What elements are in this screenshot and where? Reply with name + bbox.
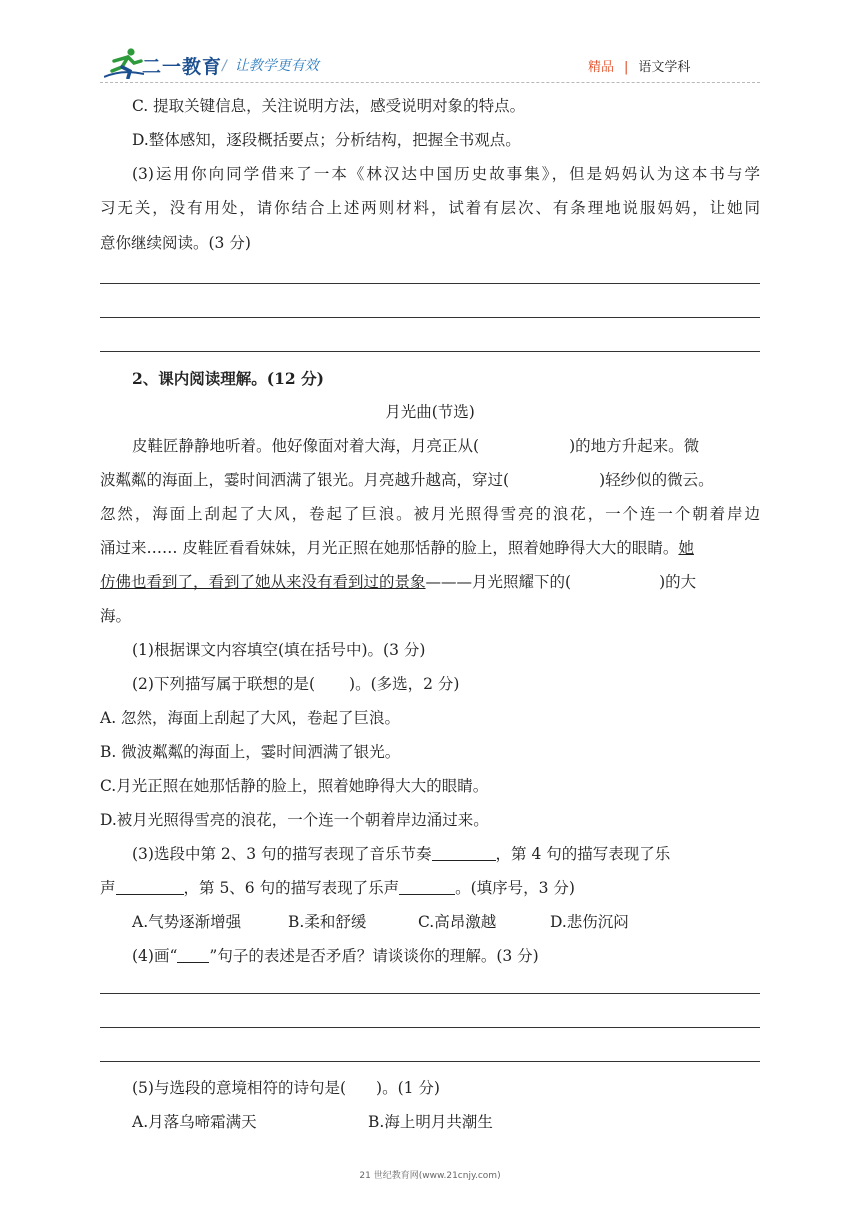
passage-text: 涌过来…… 皮鞋匠看看妹妹，月光正照在她那恬静的脸上，照着她睁得大大的眼睛。 — [100, 539, 679, 557]
page-header — [0, 0, 860, 86]
question-text: (4)画“ — [132, 947, 178, 965]
passage-line — [132, 436, 760, 456]
underlined-sentence: 她 — [678, 539, 694, 557]
question-text: )。(1 分) — [376, 1079, 440, 1097]
q2-sub3-cont — [100, 878, 760, 898]
passage-line — [100, 538, 760, 558]
passage-title: 月光曲(节选) — [385, 403, 475, 421]
q1-option-c: C. 提取关键信息，关注说明方法，感受说明对象的特点。 — [132, 97, 526, 115]
option-a: A.气势逐渐增强 — [132, 913, 242, 931]
q2-sub3 — [132, 844, 760, 864]
question-text: )。(多选，2 分) — [349, 675, 460, 693]
slogan: / 让教学更有效 — [222, 58, 319, 74]
option-a: A.月落乌啼霜满天 — [132, 1113, 257, 1131]
q1-sub3-line3: 意你继续阅读。(3 分) — [100, 234, 251, 252]
option-c: C.高昂激越 — [418, 913, 497, 931]
question-text: (5)与选段的意境相符的诗句是( — [132, 1079, 347, 1097]
passage-line: 海。 — [100, 607, 132, 625]
subject-label: 语文学科 — [638, 60, 691, 75]
underline-sample — [177, 946, 209, 963]
answer-line[interactable] — [100, 351, 760, 352]
question-text: ”句子的表述是否矛盾？请谈谈你的理解。(3 分) — [209, 947, 539, 965]
question-text: 声 — [100, 879, 116, 897]
brand-label — [588, 56, 690, 75]
q2-sub2-option-a: A. 忽然，海面上刮起了大风，卷起了巨浪。 — [100, 709, 401, 727]
passage-line — [100, 572, 760, 592]
option-d: D.悲伤沉闷 — [550, 913, 629, 931]
answer-line[interactable] — [100, 993, 760, 994]
underlined-sentence: 仿佛也看到了，看到了她从来没有看到过的景象 — [100, 573, 426, 591]
answer-blank[interactable] — [116, 878, 184, 895]
q2-sub4 — [132, 946, 760, 966]
option-b: B.柔和舒缓 — [288, 913, 367, 931]
answer-line[interactable] — [100, 1027, 760, 1028]
question-text: ，第 4 句的描写表现了乐 — [495, 845, 671, 863]
passage-line: 忽然，海面上刮起了大风，卷起了巨浪。被月光照得雪亮的浪花，一个连一个朝着岸边 — [100, 505, 760, 523]
passage-line — [100, 470, 760, 490]
q2-sub2-option-c: C.月光正照在她那恬静的脸上，照着她睁得大大的眼睛。 — [100, 777, 489, 795]
question-text: (2)下列描写属于联想的是( — [132, 675, 316, 693]
q1-sub3-line2: 习无关，没有用处，请你结合上述两则材料，试着有层次、有条理地说服妈妈，让她同 — [100, 199, 760, 217]
q1-option-d: D.整体感知，逐段概括要点；分析结构，把握全书观点。 — [132, 131, 521, 149]
q2-heading: 2、课内阅读理解。(12 分) — [132, 369, 324, 388]
answer-line[interactable] — [100, 283, 760, 284]
answer-blank[interactable] — [399, 878, 455, 895]
passage-text: 皮鞋匠静静地听着。他好像面对着大海，月亮正从( — [132, 437, 480, 455]
question-text: ，第 5、6 句的描写表现了乐声 — [183, 879, 400, 897]
passage-text: )的地方升起来。微 — [569, 437, 700, 455]
answer-line[interactable] — [100, 317, 760, 318]
logo-text: 二一教育 — [142, 56, 223, 78]
question-text: 。(填序号，3 分) — [455, 879, 575, 897]
q2-sub2-option-d: D.被月光照得雪亮的浪花，一个连一个朝着岸边涌过来。 — [100, 811, 489, 829]
option-b: B.海上明月共潮生 — [368, 1113, 493, 1131]
q2-sub2 — [132, 674, 760, 694]
q2-sub5 — [132, 1078, 760, 1098]
answer-line[interactable] — [100, 1061, 760, 1062]
answer-blank[interactable] — [432, 844, 496, 861]
page-footer: 21 世纪教育网(www.21cnjy.com) — [359, 1171, 501, 1181]
question-text: (3)选段中第 2、3 句的描写表现了音乐节奏 — [132, 845, 432, 863]
q2-sub2-option-b: B. 微波粼粼的海面上，霎时间洒满了银光。 — [100, 743, 401, 761]
q2-sub1: (1)根据课文内容填空(填在括号中)。(3 分) — [132, 641, 426, 659]
slogan-text: 让教学更有效 — [234, 58, 319, 74]
passage-text: )的大 — [659, 573, 697, 591]
passage-text: )轻纱似的微云。 — [599, 471, 714, 489]
q1-sub3-line1: (3)运用你向同学借来了一本《林汉达中国历史故事集》，但是妈妈认为这本书与学 — [132, 165, 760, 183]
passage-text: 波粼粼的海面上，霎时间洒满了银光。月亮越升越高，穿过( — [100, 471, 510, 489]
passage-text: ———月光照耀下的( — [425, 573, 572, 591]
running-figure-logo-icon — [104, 47, 144, 79]
premium-label: 精品 — [588, 60, 615, 75]
brand-separator: | — [624, 60, 629, 75]
header-divider — [100, 82, 760, 83]
